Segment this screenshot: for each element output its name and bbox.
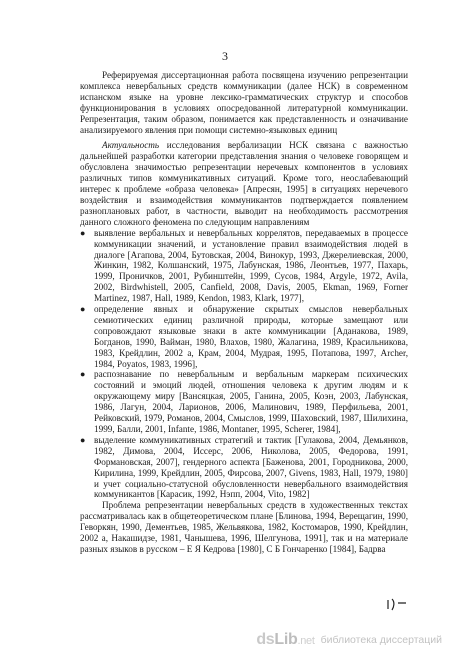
- bullet-icon: ●: [80, 304, 86, 315]
- watermark-logo: [256, 631, 314, 649]
- relevance-paragraph: [80, 140, 408, 227]
- document-body: [80, 70, 408, 555]
- relevance-text: исследования вербализации НСК связана с важностью дальнейшей разработки категории представления знания о человеке говорящем и обусловлена значимостью репрезентации неречевых компонентов в условиях различных типов коммуникативных ситуаций. Кроме того, неослабевающий интерес к проблеме «образа человека» [Апресян, 1995] в ситуациях неречевого воздействия и взаимодействия коммуникантов подтверждается появлением разноплановых работ, в частности, выводит на необходимость рассмотрения данного сложного феномена по следующим направлениям: [80, 140, 408, 227]
- list-item: [80, 228, 408, 304]
- list-item: [80, 435, 408, 500]
- watermark: [256, 627, 442, 653]
- watermark-caption: библиотека диссертаций: [320, 634, 442, 646]
- closing-paragraph: Проблема репрезентации невербальных средств в художественных текстах рассматривалась как в общетеоретическом плане [Блинова, 1994, Верещагин, 1990, Геворкян, 1990, Дементьев, 1985, Жельвякова, 1982, Костомаров, 1990, Крейдлин, 2002 а, Накашидзе, 1981, Чанышева, 1996, Шелгунова, 1991], так и на материале разных языков в русском – Е Я Кедрова [1980], С Б Гончаренко [1984], Бадрва: [80, 500, 408, 554]
- list-item: [80, 369, 408, 434]
- list-item: [80, 304, 408, 369]
- list-item-text: выделение коммуникативных стратегий и тактик [Гулакова, 2004, Демьянков, 1982, Димова, 2004, Иссерс, 2006, Николова, 2005, Федорова, 1991, Формановская, 2007], гендерного аспекта [Баженова, 2001, Городникова, 2000, Кирилина, 1999, Крейдлин, 2005, Фирсова, 2007, Givens, 1983, Hall, 1979, 1980] и учет социально-статусной обусловленности невербального взаимодействия коммуникантов [Карасик, 1992, Нэпп, 2004, Vito, 1982]: [94, 434, 408, 500]
- research-directions-list: [80, 228, 408, 501]
- intro-paragraph: Реферируемая диссертационная работа посвящена изучению репрезентации комплекса невербальных средств коммуникации (далее НСК) в современном испанском языке на уровне лексико-грамматических структур и способов функционирования в условиях опосредованной литературной коммуникации. Репрезентация, таким образом, понимается как представленность и означивание анализируемого явления при помощи системно-языковых единиц: [80, 70, 408, 135]
- page-number: 3: [222, 49, 228, 63]
- watermark-logo-net: .net: [297, 635, 315, 647]
- bullet-icon: ●: [80, 369, 86, 380]
- list-item-text: распознавание по невербальным и вербальным маркерам психических состояний и эмоций людей, отношения человека к другим людям и к окружающему миру [Вансяцкая, 2005, Ганина, 2005, Коэн, 2003, Лабунская, 1986, Лагун, 2004, Ларионов, 2006, Малинович, 1989, Перфильева, 2001, Рейковский, 1979, Романов, 2004, Смыслов, 1999, Шаховский, 1987, Шилихина, 1999, Балли, 2001, Infante, 1986, Montaner, 1995, Scherer, 1984],: [94, 369, 408, 434]
- list-item-text: выявление вербальных и невербальных коррелятов, передаваемых в процессе коммуникации значений, и установление правил взаимодействия людей в диалоге [Агапова, 2004, Бутовская, 2004, Винокур, 1993, Джерелиевская, 2000, Жинкин, 1982, Колшанский, 1975, Лабунская, 1986, Леонтьев, 1977, Пахарь, 1999, Проничков, 2001, Рубинштейн, 1999, Сусов, 1984, Argyle, 1972, Avila, 2002, Birdwhistell, 2005, Canfield, 2008, Davis, 2005, Ekman, 1969, Forner Martinez, 1987, Hall, 1989, Kendon, 1983, Klark, 1977],: [94, 227, 408, 304]
- list-item-text: определение явных и обнаружение скрытых смыслов невербальных семиотических единиц различной природы, которые замещают или сопровождают языковые знаки в акте коммуникации [Аданакова, 1989, Богданов, 1990, Вайман, 1980, Влахов, 1980, Жалагина, 1989, Красильникова, 1983, Крейдлин, 2002 а, Крам, 2004, Мудрая, 1995, Потапова, 1997, Archer, 1984, Poyatos, 1983, 1996],: [94, 304, 408, 369]
- bullet-icon: ●: [80, 227, 86, 238]
- watermark-logo-ds: ds: [256, 631, 275, 648]
- bullet-icon: ●: [80, 434, 86, 445]
- relevance-label: Актуальность: [102, 140, 160, 151]
- handwritten-mark-icon: [386, 597, 410, 611]
- watermark-logo-lib: Lib: [274, 631, 298, 648]
